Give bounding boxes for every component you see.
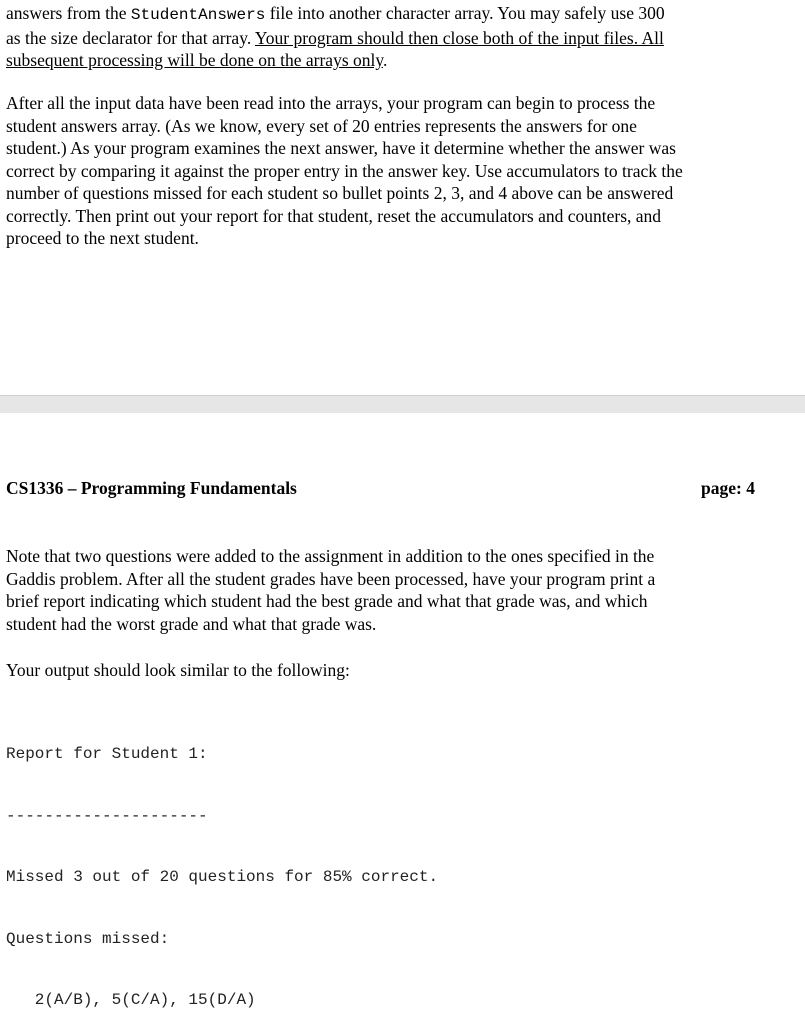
code-line: Missed 3 out of 20 questions for 85% correct. bbox=[6, 868, 439, 886]
underlined-text: Your program should then close both of the input files. All bbox=[254, 27, 664, 48]
text-line: student.) As your program examines the next answer, have it determine whether the answer was bbox=[6, 138, 676, 158]
text-line: Gaddis problem. After all the student grades have been processed, have your program print a bbox=[6, 568, 656, 589]
text-line: subsequent processing will be done on the arrays only. bbox=[6, 50, 388, 70]
text-line: Note that two questions were added to the assignment in addition to the ones specified in the bbox=[6, 546, 655, 566]
text-line: Your output should look similar to the following: bbox=[6, 660, 350, 680]
paragraph-output-intro bbox=[6, 659, 796, 682]
underlined-text: subsequent processing will be done on the arrays only bbox=[6, 50, 383, 70]
text-line: correctly. Then print out your report for that student, reset the accumulators and counters, and bbox=[6, 205, 662, 226]
paragraph-best-worst-report bbox=[6, 545, 796, 635]
paragraph-processing bbox=[6, 92, 796, 250]
text-line: as the size declarator for that array. Your program should then close both of the input files. All bbox=[6, 27, 664, 48]
text-line: number of questions missed for each student so bullet points 2, 3, and 4 above can be answered bbox=[6, 183, 674, 203]
code-line: Report for Student 1: bbox=[6, 745, 208, 763]
code-line: --------------------- bbox=[6, 806, 208, 825]
code-line: Questions missed: bbox=[6, 929, 170, 948]
page-header bbox=[6, 477, 755, 499]
page-number: page: 4 bbox=[701, 478, 755, 498]
document-page-3-bottom bbox=[0, 0, 805, 395]
sample-output-code-block bbox=[6, 703, 438, 1031]
text-line: correct by comparing it against the proper entry in the answer key. Use accumulators to track the bbox=[6, 160, 683, 181]
paragraph-array-instructions bbox=[6, 2, 796, 72]
text-line: proceed to the next student. bbox=[6, 228, 199, 248]
text-line: After all the input data have been read into the arrays, your program can begin to process the bbox=[6, 93, 656, 113]
text-line: answers from the StudentAnswers file into another character array. You may safely use 300 bbox=[6, 3, 665, 24]
text-line: brief report indicating which student had the best grade and what that grade was, and which bbox=[6, 591, 648, 611]
inline-code-studentanswers: StudentAnswers bbox=[130, 6, 266, 24]
page-separator bbox=[0, 395, 805, 415]
text-line: student had the worst grade and what that grade was. bbox=[6, 613, 377, 634]
course-title: CS1336 – Programming Fundamentals bbox=[6, 478, 297, 498]
text-line: student answers array. (As we know, every set of 20 entries represents the answers for one bbox=[6, 115, 637, 136]
code-line: 2(A/B), 5(C/A), 15(D/A) bbox=[6, 991, 256, 1009]
